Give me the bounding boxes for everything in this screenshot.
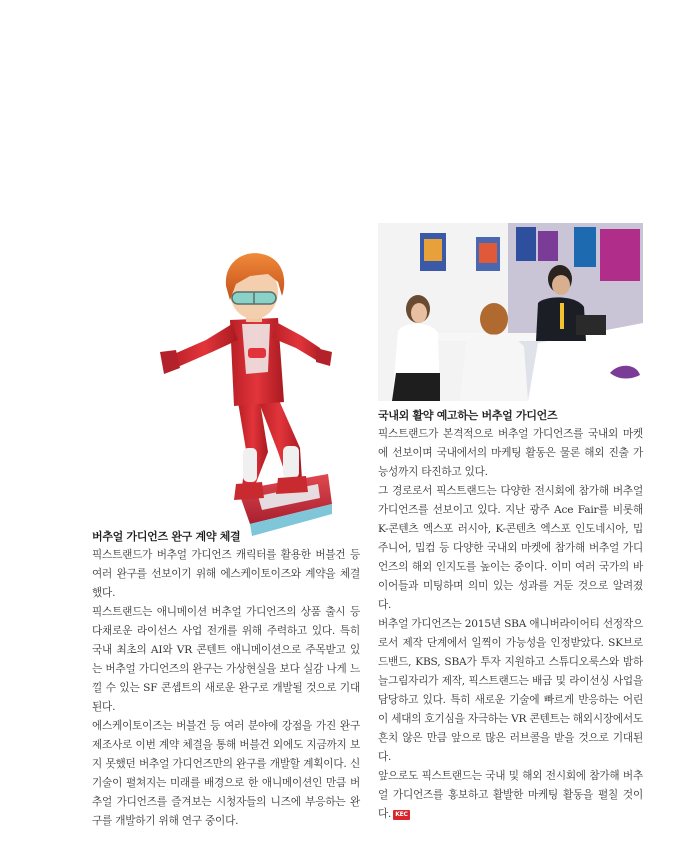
right-paragraph-text: 앞으로도 픽스트랜드는 국내 및 해외 전시회에 참가해 버추얼 가디언즈를 홍보하고 활발한 마케팅 활동을 펼칠 것이다. (378, 770, 643, 820)
right-heading: 국내외 활약 예고하는 버추얼 가디언즈 (378, 409, 558, 422)
right-paragraph: 픽스트랜드가 본격적으로 버추얼 가디언즈를 국내외 마켓에 선보이며 국내에서의 마케팅 활동은 물론 해외 진출 가능성까지 타진하고 있다. (378, 428, 643, 478)
left-heading: 버추얼 가디언즈 완구 계약 체결 (92, 530, 241, 543)
figure-illustration (150, 252, 340, 540)
right-article (378, 406, 643, 824)
right-paragraph: 버추얼 가디언즈는 2015년 SBA 애니버라이어티 선정작으로서 제작 단계에서 일찍이 가능성을 인정받았다. SK브로드밴드, KBS, SBA가 투자 지원하고 스튜디오룩스와 밤하늘그림자리가 제작, 픽스트랜드는 배급 및 라이선싱 사업을 담당하고 있다. 특히 새로운 기술에 빠르게 반응하는 어린이 세대의 호기심을 자극하는 VR 콘텐트는 해외시장에서도 흔치 않은 만큼 앞으로 많은 러브콜을 받을 것으로 기대된다. (378, 618, 644, 763)
right-paragraph-last (378, 767, 643, 824)
right-paragraph: 그 경로로서 픽스트랜드는 다양한 전시회에 참가해 버추얼 가디언즈를 선보이고 있다. 지난 광주 Ace Fair를 비롯해 K-콘텐츠 엑스포 러시아, K-콘텐츠 엑스포 인도네시아, 밉주니어, 밉컴 등 다양한 국내외 마켓에 참가해 버추얼 가디언즈의 해외 인지도를 높이는 중이다. 이미 여러 국가의 바이어들과 미팅하며 의미 있는 성과를 거둔 것으로 알려졌다. (378, 485, 643, 611)
booth-photo (378, 223, 643, 401)
toy-figure-image (150, 252, 340, 540)
left-paragraph: 에스케이토이즈는 버블건 등 여러 분야에 강점을 가진 완구 제조사로 이번 계약 체결을 통해 버블건 외에도 지금까지 보지 못했던 버추얼 가디언즈만의 완구를 개발할 계획이다. 신기술이 펼쳐지는 미래를 배경으로 한 애니메이션인 만큼 버추얼 가디언즈를 즐겨보는 시청자들의 니즈에 부응하는 완구를 개발하기 위해 연구 중이다. (92, 720, 360, 827)
exhibition-booth-illustration (378, 223, 643, 401)
left-article (92, 527, 360, 831)
left-paragraph: 픽스트랜드가 버추얼 가디언즈 캐릭터를 활용한 버블건 등 여러 완구를 선보이기 위해 에스케이토이즈와 계약을 체결했다. (92, 549, 360, 599)
end-mark-icon: KEC (395, 811, 408, 818)
left-paragraph: 픽스트랜드는 애니메이션 버추얼 가디언즈의 상품 출시 등 다채로운 라이선스 사업 전개를 위해 주력하고 있다. 특히 국내 최초의 AI와 VR 콘텐트 애니메이션으로 주목받고 있는 버추얼 가디언즈의 완구는 가상현실을 보다 실감 나게 느낄 수 있는 SF 콘셉트의 새로운 완구로 개발될 것으로 기대된다. (92, 606, 360, 713)
